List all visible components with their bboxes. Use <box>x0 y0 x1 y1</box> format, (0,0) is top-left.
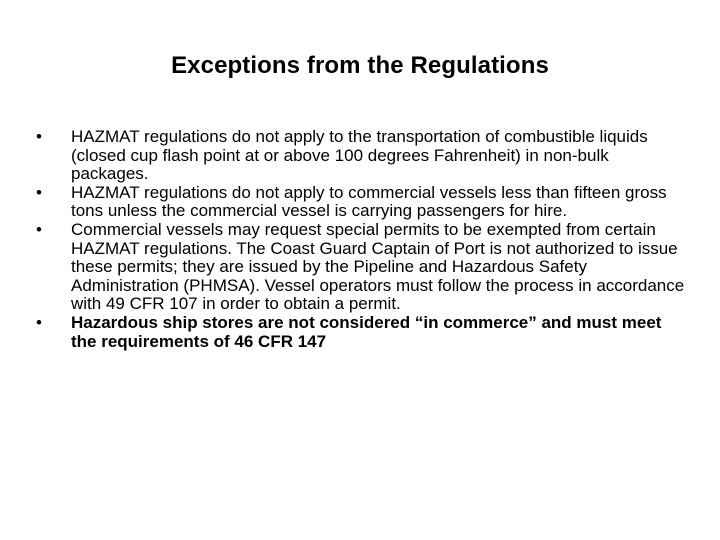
slide-title: Exceptions from the Regulations <box>171 52 549 79</box>
bullet-text: Commercial vessels may request special permits to be exempted from certain HAZMAT regulations. The Coast Guard Captain of Port is not authorized to issue these permits; they are issued by the Pipeline and Hazardous Safety Administration (PHMSA). Vessel operators must follow the process in accordance with 49 CFR 107 in order to obtain a permit. <box>71 219 685 314</box>
bullet-text: HAZMAT regulations do not apply to the transportation of combustible liquids (closed cup flash point at or above 100 degrees Fahrenheit) in non-bulk packages. <box>71 127 648 184</box>
bullet-text: HAZMAT regulations do not apply to commercial vessels less than fifteen gross tons unless the commercial vessel is carrying passengers for hire. <box>71 182 667 221</box>
bullet-item <box>36 314 686 351</box>
bullet-item <box>36 221 686 314</box>
bullet-item <box>36 184 686 221</box>
bullet-list <box>36 128 686 351</box>
bullet-text: Hazardous ship stores are not considered “in commerce” and must meet the requirements of 46 CFR 147 <box>71 312 662 351</box>
bullet-icon: • <box>36 219 42 239</box>
bullet-icon: • <box>36 127 42 146</box>
bullet-icon: • <box>36 182 42 202</box>
bullet-item <box>36 128 686 184</box>
bullet-icon: • <box>36 312 42 332</box>
